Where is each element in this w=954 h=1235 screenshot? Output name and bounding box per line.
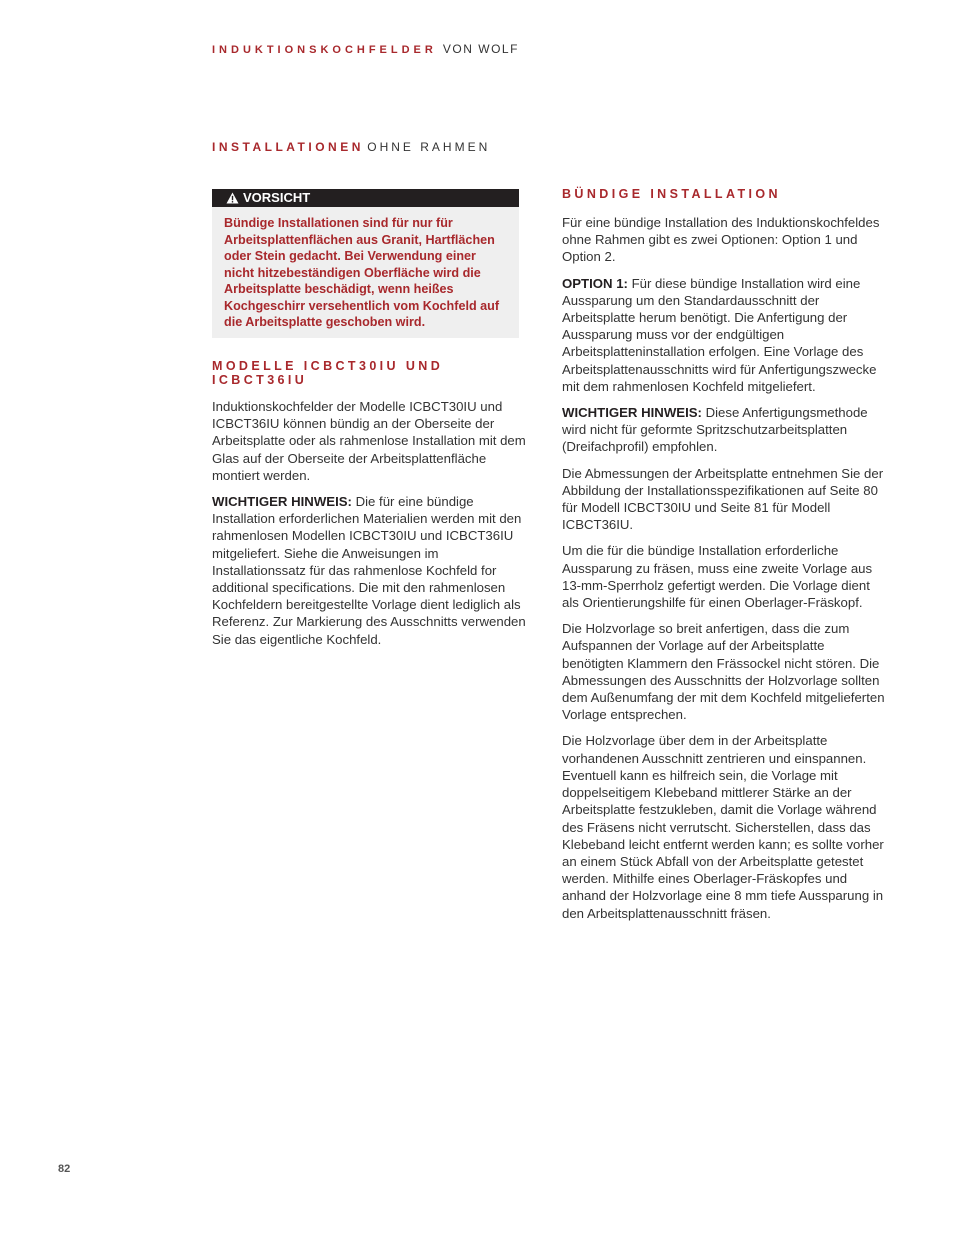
flush-intro-paragraph: Für eine bündige Installation des Induktionskochfeldes ohne Rahmen gibt es zwei Optionen: Option 1 und Option 2. xyxy=(562,215,880,265)
note-text: Die für eine bündige Installation erforderlichen Materialien werden mit den rahmenlosen Modellen ICBCT30IU und ICBCT36IU mitgeliefert. Siehe die Anweisungen im Installationssatz für das rahmenlose Kochfeld for additional specifications. Die mit den rahmenlosen Kochfeldern bereitgestellte Vorlage dient lediglich als Referenz. Zur Markierung des Ausschnitts verwenden Sie das eigentliche Kochfeld. xyxy=(212,494,526,647)
running-header xyxy=(212,42,519,56)
right-column xyxy=(562,187,888,931)
option1-paragraph xyxy=(562,275,888,395)
warning-triangle-icon xyxy=(226,192,239,204)
flush-note-text: Diese Anfertigungsmethode wird nicht für geformte Spritzschutzarbeitsplatten (Dreifachprofil) empfohlen. xyxy=(562,405,868,455)
caution-label: VORSICHT xyxy=(243,190,311,205)
section-title-primary: INSTALLATIONEN xyxy=(212,140,364,154)
page-number: 82 xyxy=(58,1163,71,1175)
wood-template-paragraph: Die Holzvorlage so breit anfertigen, dass die zum Aufspannen der Vorlage auf der Arbeitsplatte benötigten Klammern den Frässockel nicht stören. Die Abmessungen des Ausschnitts der Holzvorlage sollten dem Außenumfang der mit dem Kochfeld mitgelieferten Vorlage entsprechen. xyxy=(562,621,885,723)
option1-label: OPTION 1: xyxy=(562,275,628,291)
models-note-paragraph xyxy=(212,493,530,648)
flush-install-subtitle: BÜNDIGE INSTALLATION xyxy=(562,187,781,201)
caution-box xyxy=(212,189,519,338)
flush-note-label: WICHTIGER HINWEIS: xyxy=(562,405,702,421)
header-brand: INDUKTIONSKOCHFELDER xyxy=(212,44,437,56)
models-subtitle: MODELLE ICBCT30IU UND ICBCT36IU xyxy=(212,359,444,387)
left-column xyxy=(212,189,530,657)
caution-header xyxy=(212,189,519,207)
header-brand-suffix: VON WOLF xyxy=(442,42,519,56)
caution-text: Bündige Installationen sind für nur für Arbeitsplattenflächen aus Granit, Hartflächen oder Stein gedacht. Bei Verwendung einer nicht hitzebeständigen Oberfläche wird die Arbeitsplatte beschädigt, wenn heißes Kochgeschirr versehentlich vom Kochfeld auf die Arbeitsplatte geschoben wird. xyxy=(212,207,519,338)
models-paragraph: Induktionskochfelder der Modelle ICBCT30IU und ICBCT36IU können bündig an der Oberseite der Arbeitsplatte oder als rahmenlose Installation mit dem Glas auf der Oberseite der Arbeitsplattenfläche montiert werden. xyxy=(212,399,526,483)
section-title xyxy=(212,140,490,154)
note-label: WICHTIGER HINWEIS: xyxy=(212,494,352,510)
option1-text: Für diese bündige Installation wird eine Aussparung um den Standardausschnitt der Arbeitsplatte herum benötigt. Die Anfertigung der Aussparung muss vor der endgültigen Arbeitsplatteninstallation erfolgen. Eine Vorlage des Arbeitsplattenausschnitts wird für Anfertigungszwecke mit dem rahmenlosen Kochfeld mitgeliefert. xyxy=(562,275,877,394)
flush-note-paragraph xyxy=(562,404,888,456)
section-title-secondary: OHNE RAHMEN xyxy=(367,140,491,154)
dimensions-paragraph: Die Abmessungen der Arbeitsplatte entnehmen Sie der Abbildung der Installationsspezifikationen auf Seite 80 für Modell ICBCT30IU und Seite 81 für Modell ICBCT36IU. xyxy=(562,465,884,533)
template-paragraph: Um die für die bündige Installation erforderliche Aussparung zu fräsen, muss eine zweite Vorlage aus 13-mm-Sperrholz gefertigt werden. Die Vorlage dient als Orientierungshilfe für einen Oberlager-Fräskopf. xyxy=(562,543,873,611)
routing-paragraph: Die Holzvorlage über dem in der Arbeitsplatte vorhandenen Ausschnitt zentrieren und einspannen. Eventuell kann es hilfreich sein, die Vorlage mit doppelseitigem Klebeband mittlerer Stärke an der Arbeitsplatte festzukleben, damit die Vorlage während des Fräsens nicht verrutscht. Sicherstellen, dass das Klebeband leicht entfernt werden kann; es sollte vorher an einem Stück Abfall von der Arbeitsplatte getestet werden. Mithilfe eines Oberlager-Fräskopfes und anhand der Holzvorlage eine 8 mm tiefe Aussparung in den Arbeitsplattenausschnitt fräsen. xyxy=(562,733,884,921)
